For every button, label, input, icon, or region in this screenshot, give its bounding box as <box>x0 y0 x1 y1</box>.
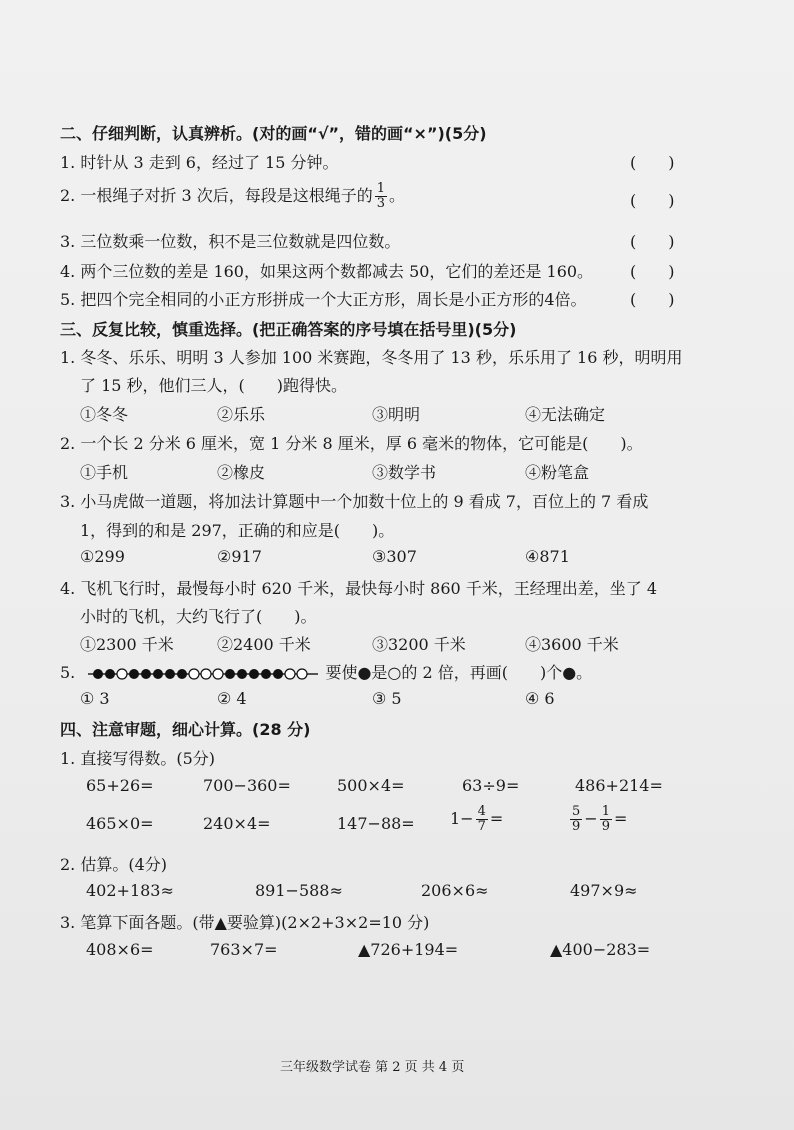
choice-q2-option-b[interactable]: ②橡皮 <box>217 463 266 482</box>
bead-black <box>153 669 163 679</box>
section4-title: 四、注意审题，细心计算。(28 分) <box>60 720 311 739</box>
frac-num: 1 <box>601 804 610 819</box>
choice-q5-option-a[interactable]: ① 3 <box>80 689 110 708</box>
calc-item[interactable]: 486+214= <box>575 776 663 795</box>
choice-q3-option-a[interactable]: ①299 <box>80 547 125 566</box>
judge-item-2-end: 。 <box>389 186 406 205</box>
bead-black <box>165 669 175 679</box>
choice-q5-option-b[interactable]: ② 4 <box>217 689 247 708</box>
choice-q3-line1: 3. 小马虎做一道题，将加法计算题中一个加数十位上的 9 看成 7，百位上的 7 看成 <box>60 492 649 511</box>
bead-black <box>105 669 115 679</box>
calc-item[interactable]: 700−360= <box>203 776 291 795</box>
judge-answer-2[interactable]: ( ) <box>630 191 675 210</box>
judge-item-4: 4. 两个三位数的差是 160，如果这两个数都减去 50，它们的差还是 160。 <box>60 262 594 281</box>
frac-den: 7 <box>477 819 486 834</box>
judge-item-2-text: 2. 一根绳子对折 3 次后，每段是这根绳子的 <box>60 186 373 205</box>
fraction <box>476 805 488 834</box>
bead-black <box>225 669 235 679</box>
frac-equals: = <box>489 809 504 828</box>
calc-item[interactable]: 500×4= <box>337 776 405 795</box>
page-footer: 三年级数学试卷 第 2 页 共 4 页 <box>280 1060 465 1075</box>
calc-item[interactable]: 465×0= <box>86 814 154 833</box>
bead-black <box>129 669 139 679</box>
choice-q1-option-d[interactable]: ④无法确定 <box>525 405 606 424</box>
judge-item-2 <box>60 182 405 211</box>
section2-title: 二、仔细判断，认真辨析。(对的画“√”，错的画“×”)(5分) <box>60 124 487 143</box>
frac-equals: = <box>613 809 628 828</box>
choice-q5-option-c[interactable]: ③ 5 <box>372 689 402 708</box>
bead-string-svg <box>80 665 320 683</box>
bead-black <box>273 669 283 679</box>
written-calc-item[interactable]: ▲400−283= <box>550 940 651 959</box>
choice-q2-option-d[interactable]: ④粉笔盒 <box>525 463 590 482</box>
choice-q5-text: 要使●是○的 2 倍，再画( )个●。 <box>325 663 593 682</box>
fraction <box>570 805 582 834</box>
choice-q4-line1: 4. 飞机飞行时，最慢每小时 620 千米，最快每小时 860 千米，王经理出差，坐了 4 <box>60 579 658 598</box>
bead-white <box>285 669 295 679</box>
calc-item[interactable]: 63÷9= <box>462 776 520 795</box>
choice-q1-line1: 1. 冬冬、乐乐、明明 3 人参加 100 米赛跑，冬冬用了 13 秒，乐乐用了 16 秒，明明用 <box>60 348 683 367</box>
choice-q4-option-c[interactable]: ③3200 千米 <box>372 635 466 654</box>
frac-den: 9 <box>572 819 581 834</box>
judge-answer-3[interactable]: ( ) <box>630 232 675 251</box>
bead-white <box>201 669 211 679</box>
written-calc-item[interactable]: 763×7= <box>210 940 278 959</box>
frac-op: − <box>584 809 598 828</box>
bead-black <box>141 669 151 679</box>
bead-string-diagram <box>80 665 320 683</box>
choice-q1-option-a[interactable]: ①冬冬 <box>80 405 129 424</box>
frac-den: 9 <box>601 819 610 834</box>
choice-q3-option-d[interactable]: ④871 <box>525 547 570 566</box>
estimate-item[interactable]: 206×6≈ <box>421 881 489 900</box>
written-calc-item[interactable]: ▲726+194= <box>358 940 459 959</box>
judge-item-1: 1. 时针从 3 走到 6，经过了 15 分钟。 <box>60 153 339 172</box>
fraction-one-third <box>375 182 387 211</box>
calc-item[interactable]: 65+26= <box>86 776 154 795</box>
choice-q5-number: 5. <box>60 663 76 682</box>
judge-answer-5[interactable]: ( ) <box>630 290 675 309</box>
frac-den: 3 <box>376 196 385 211</box>
bead-black <box>93 669 103 679</box>
fraction <box>600 805 612 834</box>
estimate-item[interactable]: 402+183≈ <box>86 881 174 900</box>
choice-q4-line2: 小时的飞机，大约飞行了( )。 <box>80 607 317 626</box>
choice-q3-option-b[interactable]: ②917 <box>217 547 262 566</box>
choice-q3-option-c[interactable]: ③307 <box>372 547 417 566</box>
bead-white <box>297 669 307 679</box>
calc-item-fraction-2[interactable] <box>568 805 627 834</box>
calc-part2-title: 2. 估算。(4分) <box>60 855 168 874</box>
bead-white <box>213 669 223 679</box>
frac-num: 4 <box>477 804 486 819</box>
bead-white <box>117 669 127 679</box>
choice-q1-line2: 了 15 秒，他们三人，( )跑得快。 <box>80 376 348 395</box>
frac-prefix: 1− <box>450 809 474 828</box>
section3-title: 三、反复比较，慎重选择。(把正确答案的序号填在括号里)(5分) <box>60 320 517 339</box>
frac-num: 5 <box>572 804 581 819</box>
choice-q5-option-d[interactable]: ④ 6 <box>525 689 555 708</box>
judge-answer-1[interactable]: ( ) <box>630 153 675 172</box>
calc-part3-title: 3. 笔算下面各题。(带▲要验算)(2×2+3×2=10 分) <box>60 913 430 932</box>
bead-black <box>261 669 271 679</box>
bead-black <box>249 669 259 679</box>
judge-item-5: 5. 把四个完全相同的小正方形拼成一个大正方形，周长是小正方形的4倍。 <box>60 290 587 309</box>
choice-q4-option-a[interactable]: ①2300 千米 <box>80 635 174 654</box>
written-calc-item[interactable]: 408×6= <box>86 940 154 959</box>
calc-part1-title: 1. 直接写得数。(5分) <box>60 749 216 768</box>
choice-q4-option-b[interactable]: ②2400 千米 <box>217 635 311 654</box>
choice-q3-line2: 1，得到的和是 297，正确的和应是( )。 <box>80 521 395 540</box>
choice-q1-option-c[interactable]: ③明明 <box>372 405 421 424</box>
bead-black <box>177 669 187 679</box>
judge-item-3: 3. 三位数乘一位数，积不是三位数就是四位数。 <box>60 232 401 251</box>
choice-q4-option-d[interactable]: ④3600 千米 <box>525 635 619 654</box>
choice-q2-line1: 2. 一个长 2 分米 6 厘米，宽 1 分米 8 厘米，厚 6 毫米的物体，它可能是( )。 <box>60 434 643 453</box>
calc-item[interactable]: 240×4= <box>203 814 271 833</box>
bead-black <box>237 669 247 679</box>
calc-item[interactable]: 147−88= <box>337 814 415 833</box>
estimate-item[interactable]: 497×9≈ <box>570 881 638 900</box>
estimate-item[interactable]: 891−588≈ <box>255 881 343 900</box>
choice-q2-option-a[interactable]: ①手机 <box>80 463 129 482</box>
bead-white <box>189 669 199 679</box>
choice-q5-line <box>60 660 592 683</box>
frac-num: 1 <box>376 181 385 196</box>
choice-q1-option-b[interactable]: ②乐乐 <box>217 405 266 424</box>
calc-item-fraction-1[interactable] <box>450 805 503 834</box>
judge-answer-4[interactable]: ( ) <box>630 262 675 281</box>
choice-q2-option-c[interactable]: ③数学书 <box>372 463 437 482</box>
